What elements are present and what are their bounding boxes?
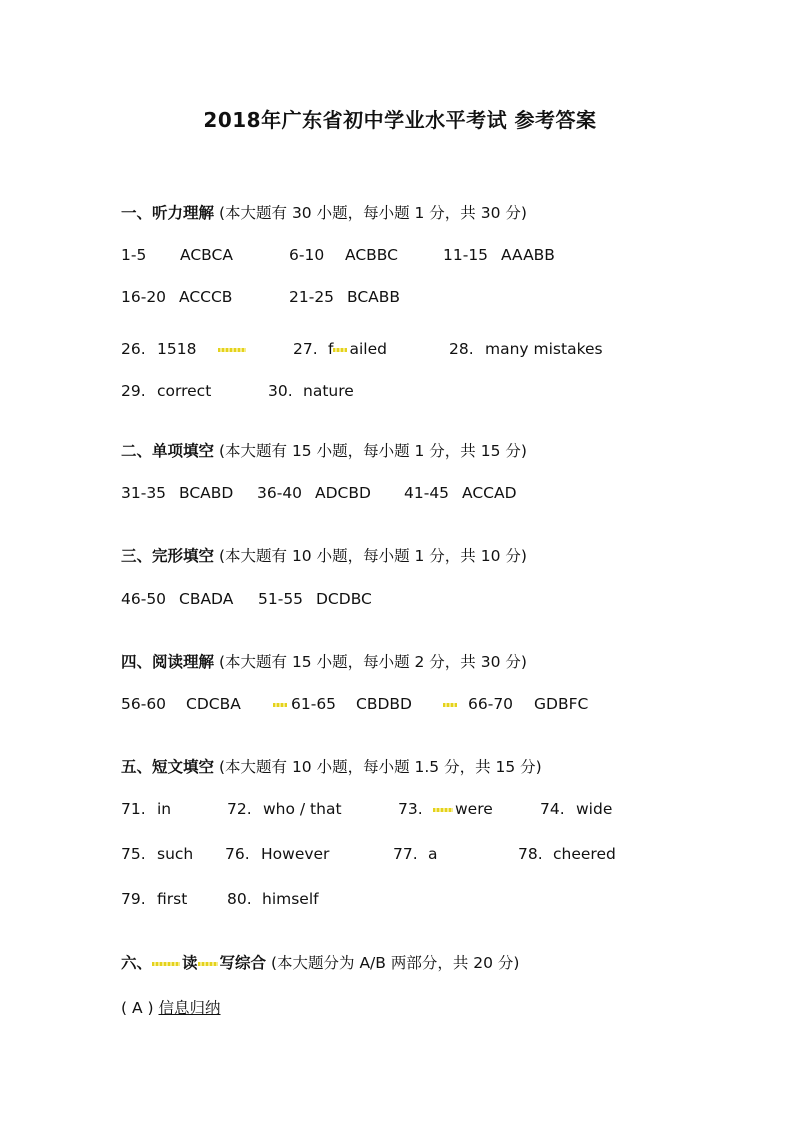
- answer-letters: ADCBD: [315, 484, 371, 502]
- question-number: 76.: [225, 845, 250, 863]
- section-6-heading: [121, 951, 519, 973]
- section-4-heading: [121, 650, 527, 672]
- section-note: (本大题有 10 小题，每小题 1.5 分，共 15 分): [218, 758, 542, 776]
- question-number: 77.: [393, 845, 418, 863]
- answer-letters: DCDBC: [316, 590, 372, 608]
- part-a-heading: [121, 996, 221, 1018]
- section-note: (本大题有 30 小题，每小题 1 分，共 30 分): [218, 204, 527, 222]
- section-name: 阅读理解: [152, 653, 215, 671]
- section-number: 三、: [121, 547, 153, 565]
- answer-word: such: [157, 845, 194, 863]
- question-number: 28.: [449, 340, 474, 358]
- question-number: 71.: [121, 800, 146, 818]
- section-number: 五、: [121, 758, 153, 776]
- section-note: (本大题有 15 小题，每小题 1 分，共 15 分): [218, 442, 527, 460]
- part-name: 信息归纳: [158, 999, 221, 1017]
- answer-word: f ailed: [328, 340, 387, 358]
- question-number: 75.: [121, 845, 146, 863]
- section-name: 单项填空: [152, 442, 215, 460]
- section-name: 听力理解: [152, 204, 215, 222]
- answer-word: nature: [303, 382, 354, 400]
- answer-range: 1-5: [121, 246, 147, 264]
- section-note: (本大题有 10 小题，每小题 1 分，共 10 分): [218, 547, 527, 565]
- answer-letters: CDCBA: [186, 695, 241, 713]
- section-5-heading: [121, 755, 542, 777]
- question-number: 29.: [121, 382, 146, 400]
- answer-word: were: [433, 800, 493, 818]
- answer-range: 51-55: [258, 590, 304, 608]
- answer-letters: ACCCB: [179, 288, 233, 306]
- answer-range: 6-10: [289, 246, 325, 264]
- answer-range: 66-70: [468, 695, 514, 713]
- highlight-mark: [443, 695, 459, 713]
- answer-letters: ACBCA: [180, 246, 233, 264]
- section-name: 读: [182, 954, 198, 972]
- answer-range: 31-35: [121, 484, 167, 502]
- question-number: 78.: [518, 845, 543, 863]
- section-note: (本大题分为 A/B 两部分，共 20 分): [270, 954, 520, 972]
- question-number: 27.: [293, 340, 318, 358]
- question-number: 30.: [268, 382, 293, 400]
- answer-word: 1518: [157, 340, 197, 358]
- answer-word: himself: [262, 890, 319, 908]
- question-number: 72.: [227, 800, 252, 818]
- answer-letters: ACBBC: [345, 246, 398, 264]
- answer-range: 11-15: [443, 246, 489, 264]
- question-number: 79.: [121, 890, 146, 908]
- page-title: 2018年广东省初中学业水平考试 参考答案: [203, 108, 597, 132]
- section-1-heading: [121, 201, 527, 223]
- section-name: 完形填空: [152, 547, 215, 565]
- answer-word: in: [157, 800, 172, 818]
- answer-letters: GDBFC: [534, 695, 589, 713]
- answer-letters: BCABB: [347, 288, 401, 306]
- answer-letters: CBDBD: [356, 695, 412, 713]
- question-number: 80.: [227, 890, 252, 908]
- section-name: 短文填空: [152, 758, 215, 776]
- section-2-heading: [121, 439, 527, 461]
- section-3-heading: [121, 544, 527, 566]
- answer-word: first: [157, 890, 188, 908]
- answer-letters: ACCAD: [462, 484, 517, 502]
- section-name: 写综合: [219, 954, 267, 972]
- section-number: 二、: [121, 442, 153, 460]
- answer-letters: BCABD: [179, 484, 234, 502]
- section-number: 六、: [121, 954, 153, 972]
- answer-letters: CBADA: [179, 590, 234, 608]
- answer-range: 46-50: [121, 590, 167, 608]
- answer-word: a: [428, 845, 438, 863]
- highlight-mark: [198, 962, 218, 966]
- answer-word: However: [261, 845, 330, 863]
- question-number: 73.: [398, 800, 423, 818]
- section-number: 一、: [121, 204, 153, 222]
- answer-range: 56-60: [121, 695, 167, 713]
- question-number: 26.: [121, 340, 146, 358]
- answer-range: 61-65: [291, 695, 337, 713]
- highlight-mark: [273, 695, 289, 713]
- highlight-mark: [152, 962, 180, 966]
- section-note: (本大题有 15 小题，每小题 2 分，共 30 分): [218, 653, 527, 671]
- answer-range: 21-25: [289, 288, 335, 306]
- answer-range: 16-20: [121, 288, 167, 306]
- answer-letters: AAABB: [501, 246, 555, 264]
- question-number: 74.: [540, 800, 565, 818]
- highlight-mark: [218, 340, 248, 358]
- answer-range: 36-40: [257, 484, 303, 502]
- answer-range: 41-45: [404, 484, 450, 502]
- part-label: ( A ): [121, 999, 154, 1017]
- answer-word: wide: [576, 800, 613, 818]
- answer-word: who / that: [263, 800, 342, 818]
- section-number: 四、: [121, 653, 153, 671]
- answer-word: many mistakes: [485, 340, 603, 358]
- answer-word: correct: [157, 382, 212, 400]
- answer-word: cheered: [553, 845, 616, 863]
